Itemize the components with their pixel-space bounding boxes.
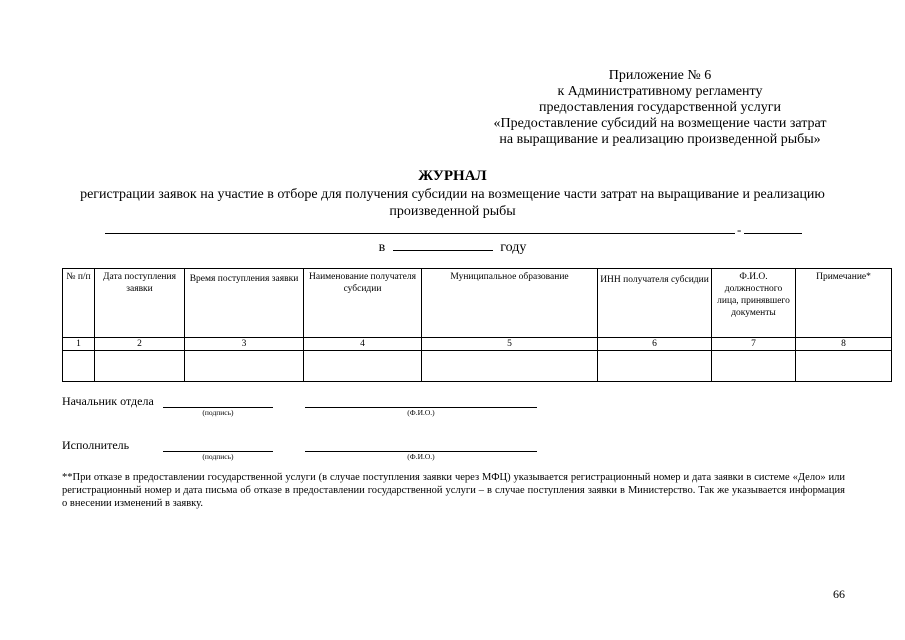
executor-name-hint: (Ф.И.О.) — [407, 452, 435, 461]
table-header-cell: Наименование получателя субсидии — [304, 269, 422, 338]
executor-label: Исполнитель — [62, 438, 130, 452]
table-header-cell: ИНН получателя субсидии — [598, 269, 712, 338]
appendix-reference: к Административному регламенту — [557, 84, 763, 99]
column-number: 7 — [712, 338, 796, 351]
table-row — [63, 351, 892, 382]
column-number: 2 — [95, 338, 185, 351]
chief-label: Начальник отдела — [62, 394, 154, 408]
column-number: 5 — [422, 338, 598, 351]
fill-in-line — [105, 233, 735, 234]
fill-in-dash: - — [737, 222, 742, 237]
chief-signature-hint: (подпись) — [202, 408, 234, 417]
appendix-header — [470, 68, 850, 148]
table-cell — [712, 351, 796, 382]
table-number-row — [63, 338, 892, 351]
table-cell — [304, 351, 422, 382]
table-header-row — [63, 269, 892, 338]
table-cell — [63, 351, 95, 382]
page-number: 66 — [833, 587, 845, 601]
footnote: **При отказе в предоставлении государственной услуги (в случае поступления заявки через МФЦ) указывается регистрационный номер и дата заявки в системе «Дело» или регистрационный номер и дата письма об отказе в предоставлении государственной услуги – в случае поступления заявки в Министерство. Так же указывается информация о внесении изменений в заявку. — [62, 472, 845, 509]
table-header-cell: Примечание* — [796, 269, 892, 338]
document-title: ЖУРНАЛ — [418, 168, 487, 184]
table-cell — [95, 351, 185, 382]
table-cell — [185, 351, 304, 382]
table-header-cell: Муниципальное образование — [422, 269, 598, 338]
appendix-service-name-cont: на выращивание и реализацию произведенной рыбы» — [499, 132, 821, 147]
appendix-service-name: «Предоставление субсидий на возмещение части затрат — [493, 116, 827, 131]
executor-signature-hint: (подпись) — [202, 452, 234, 461]
table-header-cell: Ф.И.О. должностного лица, принявшего документы — [712, 269, 796, 338]
chief-name-hint: (Ф.И.О.) — [407, 408, 435, 417]
column-number: 8 — [796, 338, 892, 351]
table-header-cell: № п/п — [63, 269, 95, 338]
appendix-service: предоставления государственной услуги — [539, 100, 781, 115]
column-number: 6 — [598, 338, 712, 351]
column-number: 3 — [185, 338, 304, 351]
table-header-cell: Дата поступления заявки — [95, 269, 185, 338]
table-cell — [598, 351, 712, 382]
fill-in-line-short — [744, 233, 802, 234]
document-subtitle: регистрации заявок на участие в отборе для получения субсидии на возмещение части затрат на выращивание и реализацию произведенной рыбы — [80, 187, 825, 219]
table-header-cell: Время поступления заявки — [185, 269, 304, 338]
table-cell — [422, 351, 598, 382]
column-number: 4 — [304, 338, 422, 351]
year-blank — [393, 238, 493, 251]
journal-table — [62, 268, 892, 382]
table-cell — [796, 351, 892, 382]
appendix-number: Приложение № 6 — [608, 68, 712, 83]
year-suffix: году — [500, 240, 527, 255]
year-prefix: в — [378, 240, 386, 255]
column-number: 1 — [63, 338, 95, 351]
year-row — [0, 238, 905, 256]
